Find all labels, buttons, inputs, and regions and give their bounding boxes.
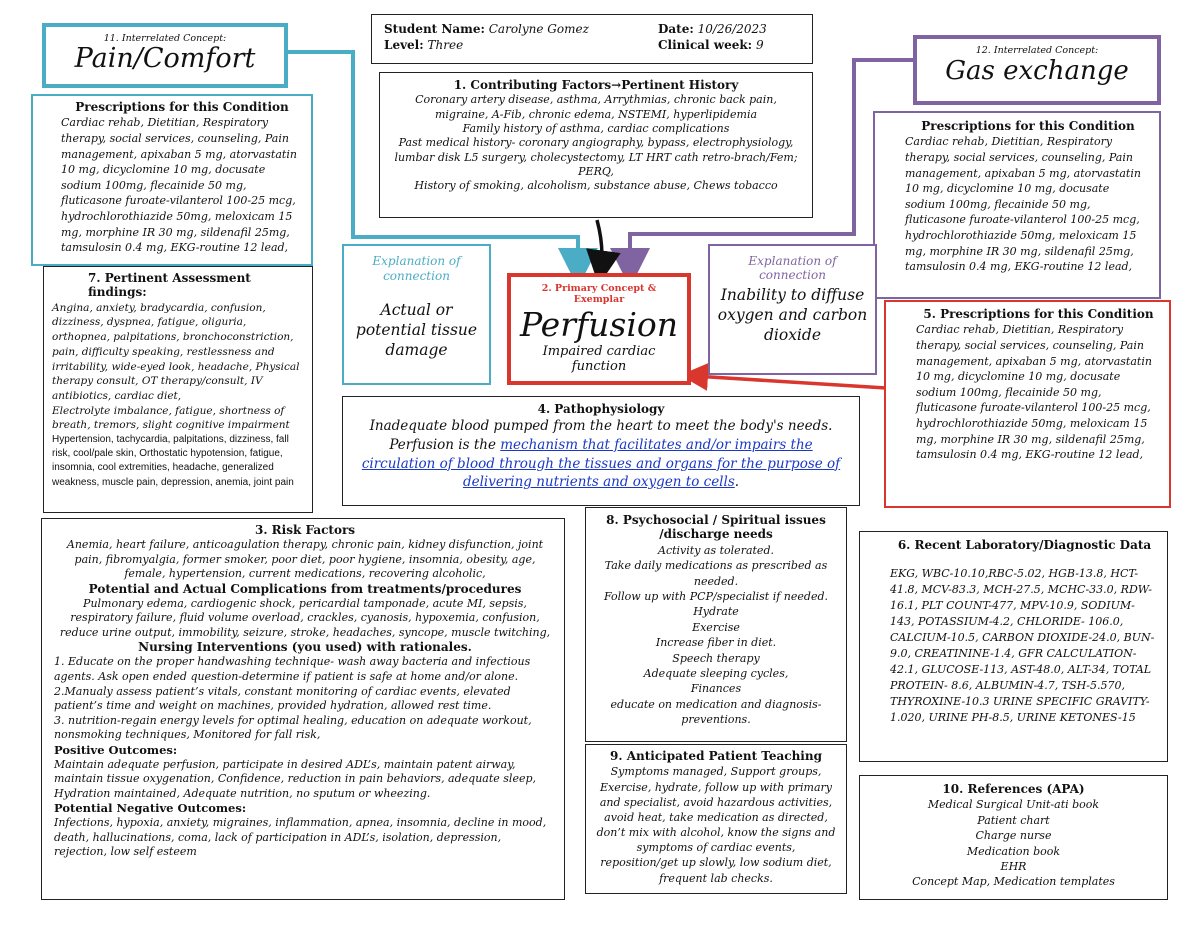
prescriptions-pain-heading: Prescriptions for this Condition [75,100,289,114]
prescriptions-gas-text: Cardiac rehab, Dietitian, Respiratory therapy, social services, counseling, Pain management, apixaban 5 mg, atorvastatin 10 mg, dicyclomine 10 mg, docusate sodium 100mg, flecainide 50 mg, fluticasone furoate-vilanterol 100-25 mcg, hydrochlorothiazide 50mg, meloxicam 15 mg, morphine IR 30 mg, sildenafil 25mg, tamsulosin 0.4 mg, EKG-routine 12 lead, [905,135,1141,274]
clinical-week-value: 9 [755,38,764,53]
pathophysiology-box [342,396,860,506]
concept-11-label: 11. Interrelated Concept: [103,33,227,44]
psychosocial-box [585,507,847,742]
explanation-left-label: Explanation of connection [372,254,461,283]
nursing-interventions-heading: Nursing Interventions (you used) with rationales. [138,640,472,655]
prescriptions-5-text: Cardiac rehab, Dietitian, Respiratory therapy, social services, counseling, Pain management, apixaban 5 mg, atorvastatin 10 mg, dicyclomine 10 mg, docusate sodium 100mg, flecainide 50 mg, fluticasone furoate-vilanterol 100-25 mcg, hydrochlorothiazide 50mg, meloxicam 15 mg, morphine IR 30 mg, sildenafil 25mg, tamsulosin 0.4 mg, EKG-routine 12 lead, [916,323,1152,462]
assessment-findings-heading: 7. Pertinent Assessment findings: [88,271,251,300]
level-label: Level: [384,38,424,53]
references-heading: 10. References (APA) [942,782,1085,796]
reference-item: Charge nurse [975,829,1052,843]
assessment-findings-text-3: Hypertension, tachycardia, palpitations, dizziness, fall risk, cool/pale skin, Orthostatic hypotension, fatigue, insomnia, cool extremities, headache, generalized weakness, muscle pain, depression, anemia, joint pain [52,433,294,488]
psychosocial-item: Hydrate [693,605,739,619]
reference-item: EHR [1000,859,1027,873]
psychosocial-item: Take daily medications as prescribed as needed. [604,559,828,588]
perfusion-definition-link[interactable]: mechanism that facilitates and/or impairs the circulation of blood through the tissues and organs for the purpose of delivering nutrients and oxygen to cells [361,437,841,491]
psychosocial-list [596,543,836,728]
negative-outcomes-text: Infections, hypoxia, anxiety, migraines, inflammation, apnea, insomnia, decline in mood, death, hallucinations, coma, lack of participation in ADL’s, isolation, depression, rejection, low self esteem [54,816,547,859]
patient-teaching-heading: 9. Anticipated Patient Teaching [610,749,822,763]
primary-concept-subtitle: Impaired cardiac function [542,343,656,374]
pathophysiology-heading: 4. Pathophysiology [537,402,665,416]
arrow-rx5-to-perfusion [694,376,886,388]
prescriptions-5-heading: 5. Prescriptions for this Condition [923,307,1154,321]
assessment-findings-box [43,266,313,513]
reference-item: Concept Map, Medication templates [912,875,1115,889]
level-value: Three [427,38,464,53]
contributing-factors-line-3: Past medical history- coronary angiography, bypass, electrophysiology, lumbar disk L5 surgery, cholecystectomy, LT HRT cath retro-brach/Fem; PERQ, [394,136,798,178]
lab-data-text: EKG, WBC-10.10,RBC-5.02, HGB-13.8, HCT-41.8, MCV-83.3, MCH-27.5, MCHC-33.0, RDW-16.1, PLT COUNT-477, MPV-10.9, SODIUM-143, POTASSIUM-4.2, CHLORIDE- 106.0, CALCIUM-10.5, CARBON DIOXIDE-24.0, BUN-9.0, CREATININE-1.4, GFR CALCULATION-42.1, GLUCOSE-113, AST-48.0, ALT-34, TOTAL PROTEIN- 8.6, ALBUMIN-4.7, TSH-5.570, THYROXINE-10.3 URINE SPECIFIC GRAVITY-1.020, URINE PH-8.5, URINE KETONES-15 [890,567,1155,724]
positive-outcomes-text: Maintain adequate perfusion, participate in desired ADL’s, maintain patent airway, maintain tissue oxygenation, Confidence, reduction in pain behaviors, adequate sleep, Hydration maintained, Adequate nutrition, no sputum or wheezing. [54,757,537,800]
explanation-right-text: Inability to diffuse oxygen and carbon dioxide [717,285,868,345]
concept-12-label: 12. Interrelated Concept: [975,45,1099,56]
negative-outcomes-heading: Potential Negative Outcomes: [54,801,247,816]
reference-item: Medical Surgical Unit-ati book [927,798,1100,812]
primary-concept-title: Perfusion [519,304,679,344]
prescriptions-pain-text: Cardiac rehab, Dietitian, Respiratory therapy, social services, counseling, Pain management, apixaban 5 mg, atorvastatin 10 mg, dicyclomine 10 mg, docusate sodium 100mg, flecainide 50 mg, fluticasone furoate-vilanterol 100-25 mcg, hydrochlorothiazide 50mg, meloxicam 15 mg, morphine IR 30 mg, sildenafil 25mg, tamsulosin 0.4 mg, EKG-routine 12 lead, [61,116,297,255]
contributing-factors-line-1: Coronary artery disease, asthma, Arrythmias, chronic back pain, migraine, A-Fib, chronic edema, NSTEMI, hyperlipidemia [415,93,777,121]
primary-concept-label: 2. Primary Concept & Exemplar [541,283,657,306]
references-box [859,775,1168,900]
lab-data-box [859,531,1168,762]
prescriptions-pain-box [31,94,313,266]
positive-outcomes-heading: Positive Outcomes: [54,742,178,757]
primary-concept-box [507,273,691,385]
pathophysiology-period: . [734,474,740,491]
prescriptions-5-box [884,300,1171,508]
date-label: Date: [658,22,694,36]
contributing-factors-line-2: Family history of asthma, cardiac complications [462,121,730,135]
psychosocial-item: Follow up with PCP/specialist if needed. [603,589,829,603]
concept-12-title: Gas exchange [945,56,1129,86]
concept-11-title: Pain/Comfort [74,43,256,74]
pathophysiology-text [353,417,849,492]
contributing-factors-box [379,72,813,218]
psychosocial-item: Finances [690,682,742,696]
reference-item: Medication book [966,844,1061,858]
psychosocial-item: Activity as tolerated. [658,543,774,557]
risk-factors-text: Anemia, heart failure, anticoagulation therapy, chronic pain, kidney disfunction, joint pain, fibromyalgia, former smoker, poor diet, poor hygiene, insomnia, obesity, age, female, hypertension, current medications, recovering alcoholic, [66,538,544,581]
clinical-week-label: Clinical week: [658,38,753,53]
explanation-right-label: Explanation of connection [748,254,837,283]
assessment-findings-text-2: Electrolyte imbalance, fatigue, shortness of breath, tremors, slight cognitive impairment [52,404,290,432]
psychosocial-item: Speech therapy [672,651,760,665]
reference-item: Patient chart [977,813,1050,827]
psychosocial-heading: 8. Psychosocial / Spiritual issues /discharge needs [606,513,826,542]
lab-data-heading: 6. Recent Laboratory/Diagnostic Data [897,538,1152,552]
psychosocial-item: Adequate sleeping cycles, [643,666,789,680]
psychosocial-item: Exercise [692,620,740,634]
interrelated-concept-11-box [42,23,288,88]
interrelated-concept-12-box [913,35,1161,105]
references-list [868,797,1159,889]
contributing-factors-heading: 1. Contributing Factors→Pertinent History [453,78,739,92]
prescriptions-gas-box [873,111,1161,299]
risk-factors-box [41,518,565,900]
explanation-left-box [342,244,491,385]
risk-factors-heading: 3. Risk Factors [254,523,356,537]
student-name: Carolyne Gomez [488,22,589,36]
date-value: 10/26/2023 [697,22,767,36]
student-name-label: Student Name: [384,22,485,36]
arrow-contrib-to-perfusion [597,220,602,268]
patient-teaching-text: Symptoms managed, Support groups, Exercise, hydrate, follow up with primary and specialist, avoid hazardous activities, avoid heat, take medication as directed, don’t mix with alcohol, know the signs and symptoms of cardiac events, reposition/get up slowly, low sodium diet, frequent lab checks. [596,765,836,885]
explanation-left-text: Actual or potential tissue damage [355,301,478,360]
nursing-intervention-3: 3. nutrition-regain energy levels for optimal healing, education on adequate workout, nonsmoking techniques, Monitored for fall risk, [54,713,532,742]
pathophysiology-line-1: Inadequate blood pumped from the heart to meet the body's needs. [369,418,833,435]
prescriptions-gas-heading: Prescriptions for this Condition [921,119,1135,133]
student-info-box [371,14,813,64]
complications-heading: Potential and Actual Complications from treatments/procedures [88,581,522,596]
psychosocial-item: educate on medication and diagnosis-preventions. [610,697,822,727]
assessment-findings-text-1: Angina, anxiety, bradycardia, confusion, dizziness, dyspnea, fatigue, oliguria, orthopnea, palpitations, bronchoconstriction, pain, difficulty speaking, restlessness and irritability, wide-eyed look, headache, Physical therapy consult, OT therapy/consult, IV antibiotics, cardiac diet, [52,301,300,402]
patient-teaching-box [585,744,847,894]
psychosocial-item: Increase fiber in diet. [655,636,777,650]
pathophysiology-line-2-prefix: Perfusion is the [389,437,501,454]
nursing-intervention-1: 1. Educate on the proper handwashing technique- wash away bacteria and infectious agents. Ask open ended question-determine if patient is safe at home and/or alone. [54,655,531,683]
explanation-right-box [708,244,877,375]
contributing-factors-line-4: History of smoking, alcoholism, substance abuse, Chews tobacco [414,179,778,193]
nursing-intervention-2: 2.Manualy assess patient’s vitals, constant monitoring of cardiac events, elevated patient’s time and weight on machines, provided hydration, allowed rest time. [54,684,511,713]
complications-text: Pulmonary edema, cardiogenic shock, pericardial tamponade, acute MI, sepsis, respiratory failure, fluid volume overload, crackles, cyanosis, hypoxemia, confusion, reduce urine output, immobility, seizure, stroke, headaches, syncope, muscle twitching, [59,596,551,639]
